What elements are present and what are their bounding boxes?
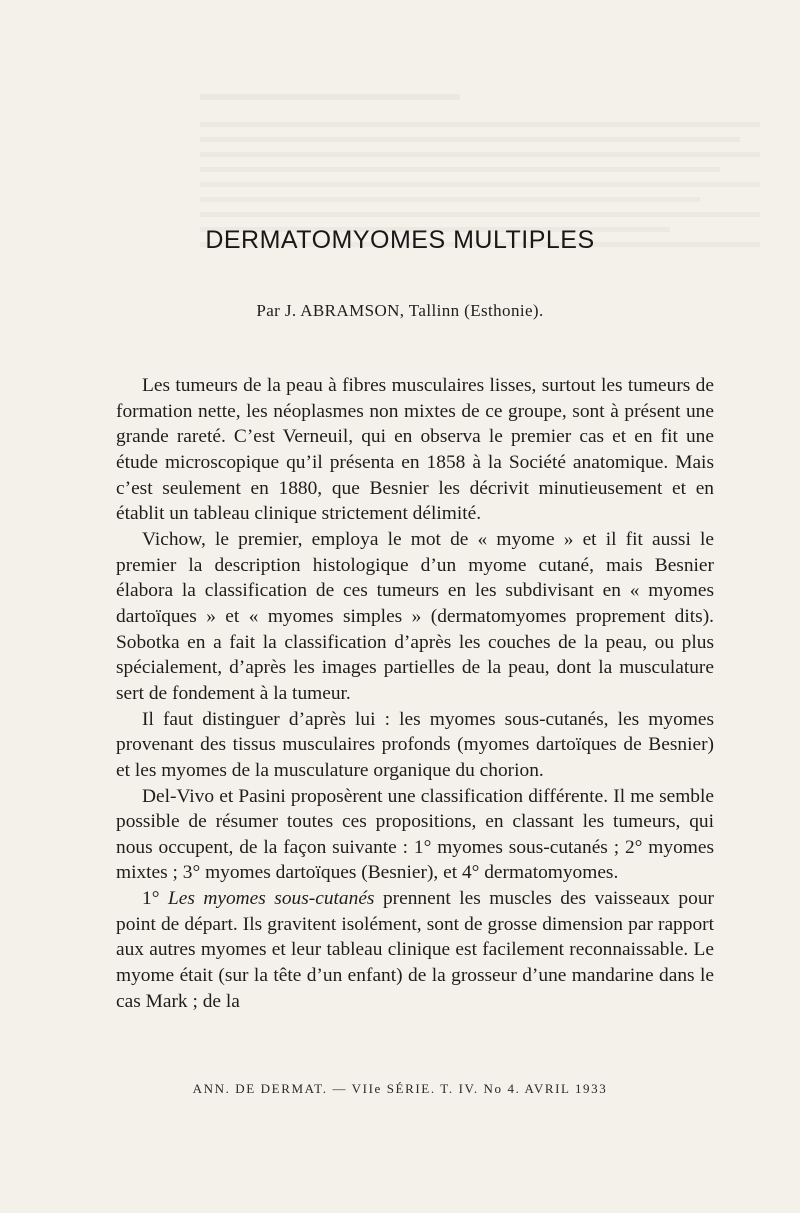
journal-citation-footer: ANN. DE DERMAT. — VIIe SÉRIE. T. IV. No 4. AVRIL 1933 — [192, 1081, 608, 1096]
paragraph — [116, 886, 714, 1014]
section-number: 1° — [142, 888, 160, 910]
paragraph: Del-Vivo et Pasini proposèrent une classification différente. Il me semble possible de résumer toutes ces propositions, en classant les tumeurs, qui nous occupent, de la façon suivante : 1° myomes sous-cutanés ; 2° myomes mixtes ; 3° myomes dartoïques (Besnier), et 4° dermatomyomes. — [116, 785, 714, 884]
paragraph: Vichow, le premier, employa le mot de « myome » et il fit aussi le premier la description histologique d’un myome cutané, mais Besnier élabora la classification de ces tumeurs en les subdivisant en « myomes dartoïques » et « myomes simples » (dermatomyomes proprement dits). Sobotka en a fait la classification d’après les couches de la peau, ou plus spécialement, d’après les images partielles de la peau, dont la musculature sert de fondement à la tumeur. — [116, 528, 714, 704]
article-title: DERMATOMYOMES MULTIPLES — [205, 226, 595, 254]
show-through-texture — [200, 80, 760, 247]
paragraph: Les tumeurs de la peau à fibres musculaires lisses, surtout les tumeurs de formation nette, les néoplasmes non mixtes de ce groupe, sont à présent une grande rareté. C’est Verneuil, qui en observa le premier cas et en fit une étude microscopique qu’il présenta en 1858 à la Société anatomique. Mais c’est seulement en 1880, que Besnier les décrivit minutieusement et en établit un tableau clinique strictement délimité. — [116, 375, 714, 525]
author-byline: Par J. ABRAMSON, Tallinn (Esthonie). — [256, 301, 544, 320]
section-heading: Les myomes sous-cutanés — [167, 888, 375, 910]
article-body — [116, 373, 714, 1014]
paragraph: Il faut distinguer d’après lui : les myomes sous-cutanés, les myomes provenant des tissus musculaires profonds (myomes dartoïques de Besnier) et les myomes de la musculature organique du chorion. — [116, 708, 714, 781]
paragraph-text: prennent les muscles des vaisseaux pour point de départ. Ils gravitent isolément, sont de grosse dimension par rapport aux autres myomes et leur tableau clinique est facilement reconnaissable. Le myome était (sur la tête d’un enfant) de la grosseur d’une mandarine dans le cas Mark ; de la — [116, 888, 714, 1012]
